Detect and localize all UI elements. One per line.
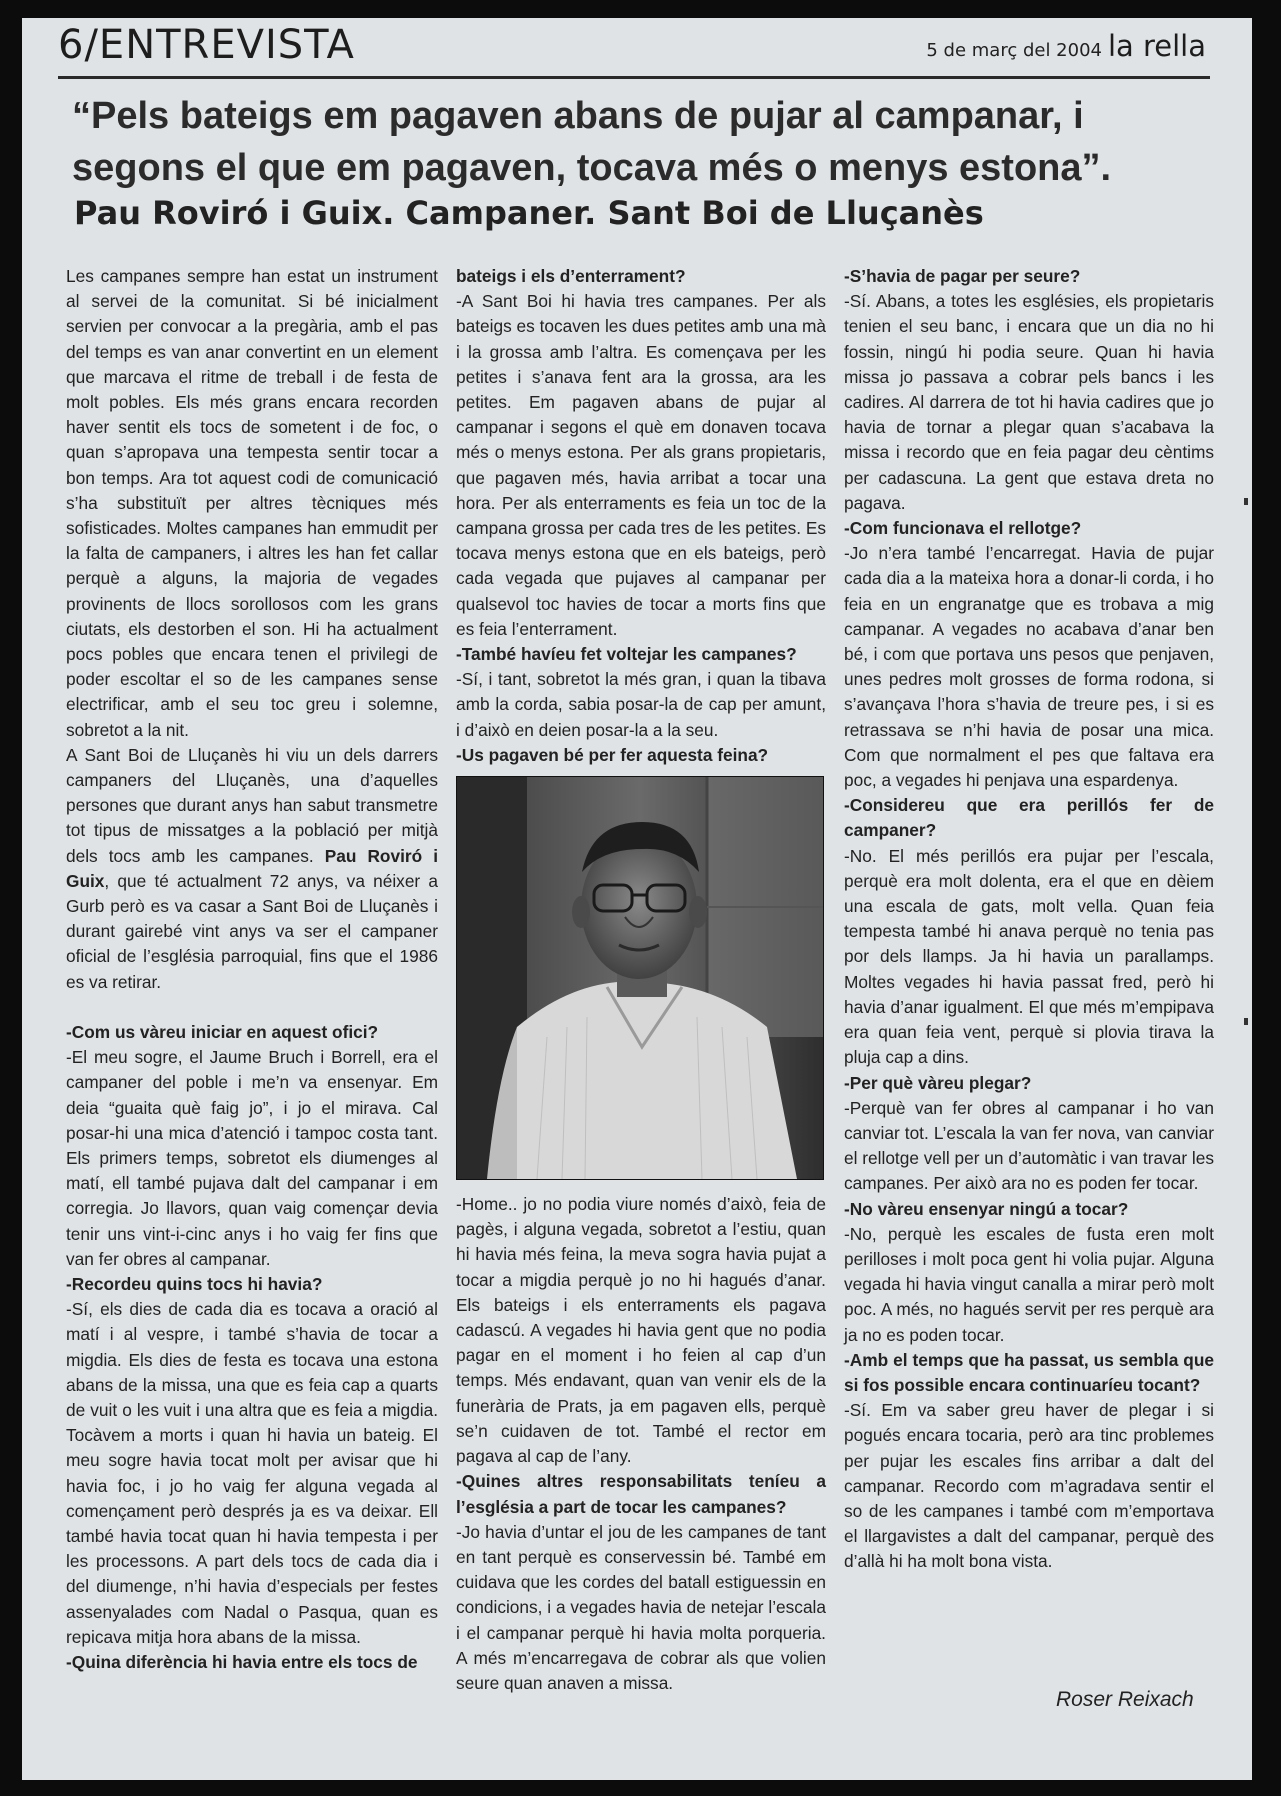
question: -Amb el temps que ha passat, us sembla que si fos possible encara continuaríeu tocant? <box>844 1349 1214 1395</box>
answer: -A Sant Boi hi havia tres campanes. Per als bateigs es tocaven les dues petites amb una mà i la grossa amb l’altra. Es començava per les petites i s’anava fent ara la grossa, ara les petites. Em pagaven abans de pujar al campanar i segons el què em donaven tocava més o menys estona. Per als grans propietaris, que pagaven més, havia arribat a tocar una hora. Per als enterraments es feia un toc de la campana grossa per cada tres de les petites. Es tocava menys estona que en els bateigs, però cada vegada que pujaves al campanar per qualsevol toc havies de tocar a morts fins que es feia l’enterrament. <box>456 291 826 639</box>
answer: -El meu sogre, el Jaume Bruch i Borrell, era el campaner del poble i me’n va ensenyar. Em deia “guaita què faig jo”, i jo el mirava. Cal posar-hi una mica d’atenció i tampoc costa tant. Els primers temps, sobretot els diumenges al matí, ell també pujava dalt del campanar i em corregia. Jo llavors, quan vaig començar devia tenir uns vint-i-cinc anys i ho vaig fer fins que van fer obres al campanar. <box>66 1047 438 1269</box>
page-header <box>58 22 1210 79</box>
question: -Com funcionava el rellotge? <box>844 518 1082 539</box>
issue-date: 5 de març del 2004 <box>926 40 1102 61</box>
print-mark <box>1244 1018 1248 1025</box>
question-continued: bateigs i els d’enterrament? <box>456 266 686 286</box>
question: -Per què vàreu plegar? <box>844 1072 1032 1093</box>
intro-text: A Sant Boi de Lluçanès hi viu un dels darrers campaners del Lluçanès, una d’aquelles persones que durant anys han sabut transmetre tot tipus de missatges a la població per mitjà dels tocs amb les campanes. <box>66 744 438 866</box>
intro-paragraph: Les campanes sempre han estat un instrument al servei de la comunitat. Si bé inicialment servien per convocar a la pregària, amb el pas del temps es van anar convertint en un element que marcava el ritme de treball i de festa de molt pobles. Els més grans encara recorden haver sentit els tocs de sometent i de foc, o quan s’apropava una tempesta sentir tocar a bon temps. Ara tot aquest codi de comunicació s’ha substituït per altres tècniques més sofisticades. Moltes campanes han emmudit per la falta de campaners, i altres les han fet callar perquè a alguns, la majoria de vegades provinents de llocs sorollosos com les grans ciutats, els destorben el son. Hi ha actualment pocs pobles que encara tenen el privilegi de poder escoltar el so de les campanes sense electrificar, amb el seu toc greu i solemne, sobretot a la nit. <box>66 266 438 740</box>
answer: -Perquè van fer obres al campanar i ho van canviar tot. L’escala la van fer nova, van canviar el rellotge vell per un d’automàtic i van travar les campanes. Per això ara no es poden fer tocar. <box>844 1097 1214 1194</box>
section-title: 6/ENTREVISTA <box>58 22 355 68</box>
question: -Quina diferència hi havia entre els tocs de <box>66 1651 418 1672</box>
question: -Considereu que era perillós fer de campaner? <box>844 795 1214 841</box>
headline-quote: “Pels bateigs em pagaven abans de pujar al campanar, i segons el que em pagaven, tocava més o menys estona”. <box>72 95 1112 189</box>
question: -No vàreu ensenyar ningú a tocar? <box>844 1198 1129 1219</box>
question: -S’havia de pagar per seure? <box>844 266 1081 286</box>
publication-name: la rella <box>1107 29 1206 63</box>
answer: -Jo n’era també l’encarregat. Havia de pujar cada dia a la mateixa hora a donar-li corda, i ho feia en un engranatge que es trobava a mig campanar. A vegades no acabava d’anar ben bé, i com que portava uns pesos que penjaven, unes pedres molt grosses de forma rodona, si s’avançava l’hora s’havia de treure pes, i si es retrassava se n’hi havia de posar una mica. Com que normalment el pes que faltava era poc, a vegades hi penjava una espardenya. <box>844 543 1214 791</box>
print-mark <box>1244 498 1248 505</box>
question: -Us pagaven bé per fer aquesta feina? <box>456 744 769 765</box>
intro-text-continued: , que té actualment 72 anys, va néixer a Gurb però es va casar a Sant Boi de Lluçanès i durant gairebé vint anys va ser el campaner oficial de l’església parroquial, fins que el 1986 es va retirar. <box>66 870 438 992</box>
question: -Quines altres responsabilitats teníeu a l’església a part de tocar les campanes? <box>456 1471 826 1517</box>
answer: -No. El més perillós era pujar per l’escala, perquè era molt dolenta, era el que en dèiem una escala de gats, molt vella. Quan feia tempesta també hi anava perquè no tenia pas por dels llamps. Ja hi havia un parallamps. Moltes vegades hi havia passat fred, però hi havia d’anar igualment. El que més m’empipava era quan feia vent, perquè si plovia tirava la pluja cap a dins. <box>844 845 1214 1068</box>
answer: -Sí. Em va saber greu haver de plegar i si pogués encara tocaria, però ara tinc problemes per pujar les escales fins arribar a dalt del campanar. Recordo com m’agradava sentir el so de les campanes i també com m’emportava el llargavistes a dalt del campanar, perquè des d’allà hi ha molt bona vista. <box>844 1400 1214 1572</box>
question: -També havíeu fet voltejar les campanes? <box>456 644 797 665</box>
question: -Recordeu quins tocs hi havia? <box>66 1273 323 1294</box>
answer: -Sí, i tant, sobretot la més gran, i quan la tibava amb la corda, sabia posar-la de cap per amunt, i d’això en deien posar-la a la seu. <box>456 669 826 740</box>
intro-paragraph-2 <box>66 743 438 995</box>
question: -Com us vàreu iniciar en aquest ofici? <box>66 1021 379 1042</box>
article-column-1 <box>66 264 438 1675</box>
newspaper-page <box>22 18 1252 1780</box>
answer: -No, perquè les escales de fusta eren molt perilloses i molt poca gent hi volia pujar. Alguna vegada hi havia vingut canalla a mirar però molt poc. A més, no hagués servit per res perquè ara ja no es poden tocar. <box>844 1223 1214 1345</box>
interviewee-photo <box>456 776 824 1180</box>
portrait-illustration <box>457 777 823 1179</box>
author-signature: Roser Reixach <box>1056 1688 1194 1711</box>
answer: -Sí, els dies de cada dia es tocava a oració al matí i al vespre, i també s’havia de tocar a migdia. Els dies de festa es tocava una estona abans de la missa, una que es feia cap a quarts de vuit o les vuit i una altra que es feia a migdia. Tocàvem a morts i quan hi havia un bateig. El meu sogre havia tocat molt per avisar que hi havia foc, i jo ho vaig fer alguna vegada al començament però després ja es va deixar. Ell també havia tocat quan hi havia tempesta i per les processons. A part dels tocs de cada dia i del diumenge, n’hi havia d’especials per festes assenyalades com Nadal o Pasqua, quan es repicava mitja hora abans de la missa. <box>66 1299 438 1647</box>
answer: -Home.. jo no podia viure només d’això, feia de pagès, i alguna vegada, sobretot a l’estiu, quan hi havia més feina, la meva sogra havia pujat a tocar a migdia perquè jo no hi hagués d’anar. Els bateigs i els enterraments els pagava cadascú. A vegades hi havia gent que no podia pagar en el moment i ho feien al cap d’un temps. Més endavant, quan van venir els de la funerària de Prats, ja em pagaven ells, perquè se’n cuidaven de tot. També el rector em pagava al cap de l’any. <box>456 1194 826 1467</box>
article-column-2 <box>456 264 826 1696</box>
answer: -Sí. Abans, a totes les esglésies, els propietaris tenien el seu banc, i encara que un dia no hi fossin, ningú hi podia seure. Quan hi havia missa jo passava a cobrar pels bancs i les cadires. Al darrera de tot hi havia cadires que jo havia de tornar a plegar quan s’acabava la missa i recordo que en feia pagar deu cèntims per cadascuna. La gent que estava dreta no pagava. <box>844 291 1214 513</box>
article-column-3 <box>844 264 1214 1575</box>
answer: -Jo havia d’untar el jou de les campanes de tant en tant perquè es conservessin bé. També em cuidava que les cordes del batall estiguessin en condicions, i a vegades havia de netejar l’escala i el campanar perquè hi havia molta porqueria. A més m’encarregava de cobrar als que volien seure quan anaven a missa. <box>456 1521 826 1693</box>
interviewee-subtitle: Pau Roviró i Guix. Campaner. Sant Boi de Lluçanès <box>74 194 984 232</box>
interviewee-name: Pau Roviró i Guix <box>66 845 438 891</box>
